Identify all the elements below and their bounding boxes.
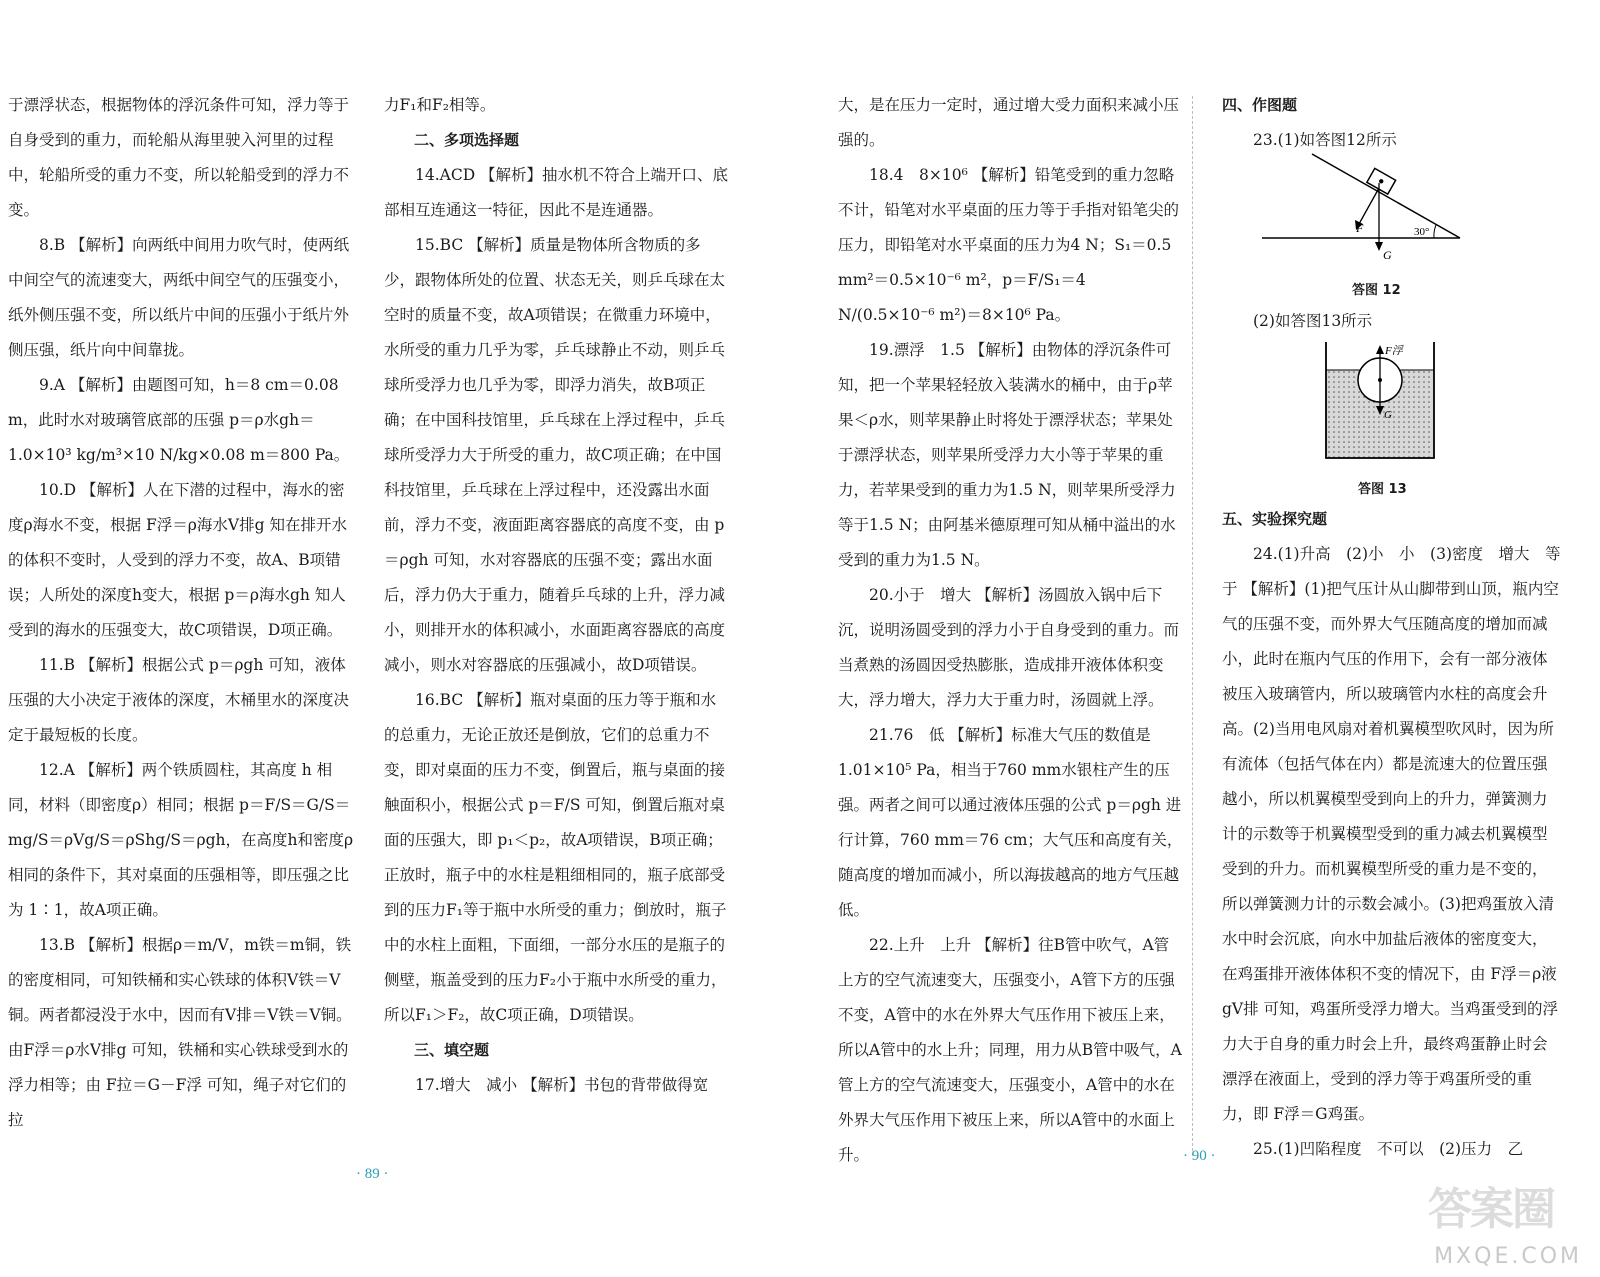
answer-23b: (2)如答图13所示 <box>1253 312 1373 330</box>
answer-20: 20.小于 增大 【解析】汤圆放入锅中后下沉，说明汤圆受到的浮力小于自身受到的重力。而当煮熟的汤圆因受热膨胀，造成排开液体体积变大，浮力增大，浮力大于重力时，汤圆就上浮。 <box>838 586 1180 709</box>
column-3 <box>838 88 1184 1173</box>
caption-13: 答图 13 <box>1358 482 1407 497</box>
caption-12: 答图 12 <box>1352 283 1401 298</box>
figure-12 <box>1262 148 1472 266</box>
answer-22: 22.上升 上升 【解析】往B管中吹气，A管上方的空气流速变大，压强变小，A管下方的压强不变，A管中的水在外界大气压作用下被压上来，所以A管中的水上升；同理，用力从B管中吸气，A管上方的空气流速变大，压强变小，A管中的水在外界大气压作用下被压上来，所以A管中的水面上升。 <box>838 936 1182 1164</box>
answer-19: 19.漂浮 1.5 【解析】由物体的浮沉条件可知，把一个苹果轻轻放入装满水的桶中，由于ρ苹果＜ρ水，则苹果静止时将处于漂浮状态；苹果处于漂浮状态，则苹果所受浮力大小等于苹果的重力，若苹果受到的重力为1.5 N，则苹果所受浮力等于1.5 N；由阿基米德原理可知从桶中溢出的水受到的重力为1.5 N。 <box>838 341 1176 569</box>
paragraph: 于漂浮状态，根据物体的浮沉条件可知，浮力等于自身受到的重力，而轮船从海里驶入河里的过程中，轮船所受的重力不变，所以轮船受到的浮力不变。 <box>8 96 350 219</box>
answer-8: 8.B 【解析】向两纸中间用力吹气时，使两纸中间空气的流速变大，两纸中间空气的压强变小，纸外侧压强不变，所以纸片中间的压强小于纸片外侧压强，纸片向中间靠拢。 <box>8 236 350 359</box>
answer-10: 10.D 【解析】人在下潜的过程中，海水的密度ρ海水不变，根据 F浮＝ρ海水V排g 知在排开水的体积不变时，人受到的浮力不变，故A、B项错误；人所处的深度h变大，根据 p＝ρ海水gh 知人受到的海水的压强变大，故C项错误，D项正确。 <box>8 481 347 639</box>
answer-14: 14.ACD 【解析】抽水机不符合上端开口、底部相互连通这一特征，因此不是连通器。 <box>384 166 729 219</box>
answer-21: 21.76 低 【解析】标准大气压的数值是1.01×10⁵ Pa，相当于760 mm水银柱产生的压强。两者之间可以通过液体压强的公式 p＝ρgh 进行计算，760 mm＝76 cm；大气压和高度有关，随高度的增加而减小，所以海拔越高的地方气压越低。 <box>838 726 1183 919</box>
paragraph: 力F₁和F₂相等。 <box>384 96 496 114</box>
answer-9: 9.A 【解析】由题图可知，h＝8 cm＝0.08 m，此时水对玻璃管底部的压强 p＝ρ水gh＝1.0×10³ kg/m³×10 N/kg×0.08 m＝800 Pa。 <box>8 376 350 464</box>
column-divider <box>1192 96 1193 1156</box>
page-number-right: · 90 · <box>1183 1148 1216 1164</box>
fig13-f-label: F浮 <box>1385 345 1403 357</box>
watermark-url: MXQE.COM <box>1434 1244 1582 1269</box>
answer-24: 24.(1)升高 (2)小 小 (3)密度 增大 等于 【解析】(1)把气压计从山脚带到山顶，瓶内空气的压强不变，而外界大气压随高度的增加而减小，此时在瓶内气压的作用下，会有一部分液体被压入玻璃管内，所以玻璃管内水柱的高度会升高。(2)当用电风扇对着机翼模型吹风时，因为所有流体（包括气体在内）都是流速大的位置压强越小，所以机翼模型受到向上的升力，弹簧测力计的示数等于机翼模型受到的重力减去机翼模型受到的升力。而机翼模型所受的重力是不变的，所以弹簧测力计的示数会减小。(3)把鸡蛋放入清水中时会沉底，向水中加盐后液体的密度变大，在鸡蛋排开液体体积不变的情况下，由 F浮＝ρ液gV排 可知，鸡蛋所受浮力增大。当鸡蛋受到的浮力大于自身的重力时会上升，最终鸡蛋静止时会漂浮在液面上，受到的浮力等于鸡蛋所受的重力，即 F浮＝G鸡蛋。 <box>1222 545 1561 1123</box>
answer-23b-block <box>1222 304 1562 339</box>
page-number-left: · 89 · <box>356 1166 389 1182</box>
fig12-angle-label: 30° <box>1414 226 1430 238</box>
column-4-bottom <box>1222 502 1562 1167</box>
answer-17: 17.增大 减小 【解析】书包的背带做得宽 <box>415 1076 709 1094</box>
answer-25: 25.(1)凹陷程度 不可以 (2)压力 乙 <box>1253 1140 1524 1158</box>
fig12-g-label: G <box>1383 248 1392 262</box>
answer-15: 15.BC 【解析】质量是物体所含物质的多少，跟物体所处的位置、状态无关，则乒乓球在太空时的质量不变，故A项错误；在微重力环境中，水所受的重力几乎为零，乒乓球静止不动，则乒乓球所受浮力也几乎为零，即浮力消失，故B项正确；在中国科技馆里，乒乓球在上浮过程中，乒乓球所受浮力大于所受的重力，故C项正确；在中国科技馆里，乒乓球在上浮过程中，还没露出水面前，浮力不变，液面距离容器底的高度不变，由 p＝ρgh 可知，水对容器底的压强不变；露出水面后，浮力仍大于重力，随着乒乓球的上升，浮力减小，则排开水的体积减小，水面距离容器底的高度减小，则水对容器底的压强减小，故D项错误。 <box>384 236 726 674</box>
column-2 <box>384 88 729 1103</box>
fig12-f-label: F <box>1356 221 1364 235</box>
section-heading: 二、多项选择题 <box>414 131 520 149</box>
answer-16: 16.BC 【解析】瓶对桌面的压力等于瓶和水的总重力，无论正放还是倒放，它们的总重力不变，即对桌面的压力不变，倒置后，瓶与桌面的接触面积小，根据公式 p＝F/S 可知，倒置后瓶对桌面的压强大，即 p₁＜p₂，故A项错误，B项正确；正放时，瓶子中的水柱是粗细相同的，瓶子底部受到的压力F₁等于瓶中水所受的重力；倒放时，瓶子中的水柱上面粗，下面细，一部分水压的是瓶子的侧壁，瓶盖受到的压力F₂小于瓶中水所受的重力，所以F₁＞F₂，故C项正确，D项错误。 <box>384 691 727 1024</box>
section-heading: 五、实验探究题 <box>1222 510 1328 528</box>
answer-12: 12.A 【解析】两个铁质圆柱，其高度 h 相同，材料（即密度ρ）相同；根据 p＝F/S＝G/S＝mg/S＝ρVg/S＝ρShg/S＝ρgh，在高度h和密度ρ相同的条件下，其对桌面的压强相等，即压强之比为 1∶1，故A项正确。 <box>8 761 354 919</box>
paragraph: 大，是在压力一定时，通过增大受力面积来减小压强的。 <box>838 96 1180 149</box>
section-heading: 三、填空题 <box>414 1041 490 1059</box>
section-heading: 四、作图题 <box>1222 96 1298 114</box>
answer-11: 11.B 【解析】根据公式 p＝ρgh 可知，液体压强的大小决定于液体的深度，木桶里水的深度决定于最短板的长度。 <box>8 656 350 744</box>
answer-23a: 23.(1)如答图12所示 <box>1253 131 1397 149</box>
figure-13 <box>1322 340 1440 465</box>
column-1 <box>8 88 358 1138</box>
answer-13: 13.B 【解析】根据ρ＝m/V，m铁＝m铜，铁的密度相同，可知铁桶和实心铁球的体积V铁＝V铜。两者都浸没于水中，因而有V排＝V铁＝V铜。由F浮＝ρ水V排g 可知，铁桶和实心铁球受到水的浮力相等；由 F拉＝G－F浮 可知，绳子对它们的拉 <box>8 936 352 1129</box>
answer-18: 18.4 8×10⁶ 【解析】铅笔受到的重力忽略不计，铅笔对水平桌面的压力等于手指对铅笔尖的压力，即铅笔对水平桌面的压力为4 N；S₁＝0.5 mm²＝0.5×10⁻⁶ m²，p＝F/S₁＝4 N/(0.5×10⁻⁶ m²)＝8×10⁶ Pa。 <box>838 166 1180 324</box>
watermark-logo: 答案圈 <box>1428 1184 1554 1235</box>
fig13-g-label: G <box>1384 409 1392 421</box>
